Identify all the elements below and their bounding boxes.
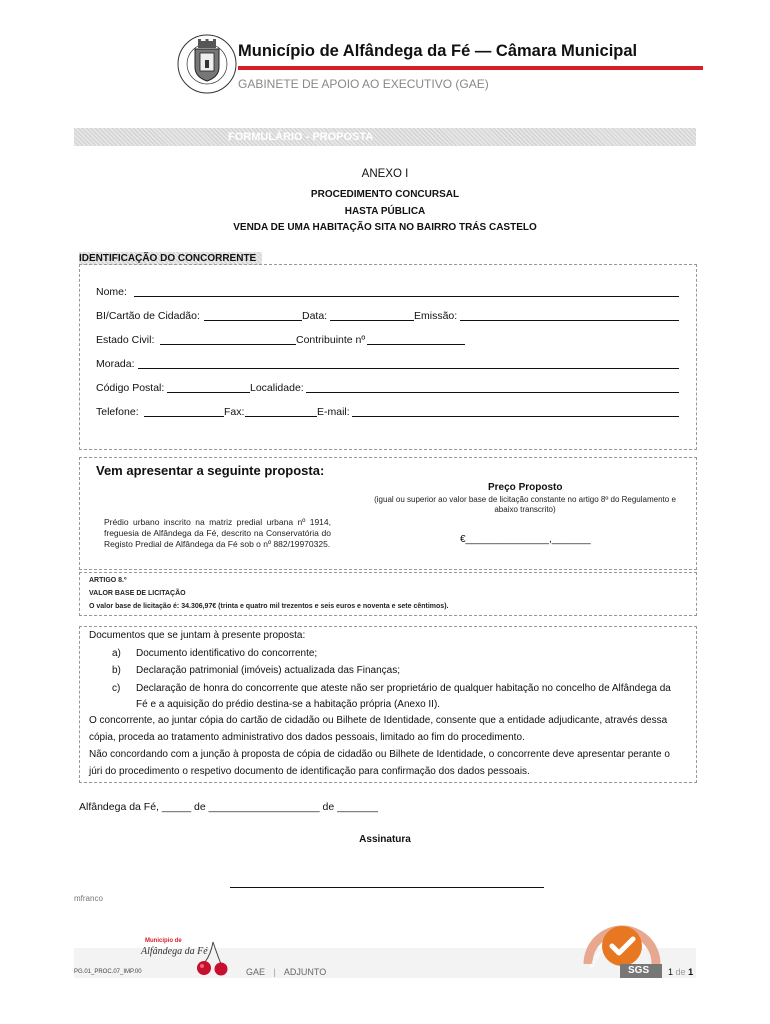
procedure-title: PROCEDIMENTO CONCURSAL (310, 189, 460, 200)
identification-heading: IDENTIFICAÇÃO DO CONCORRENTE (79, 252, 262, 265)
identification-box (79, 264, 697, 450)
price-note: (igual ou superior ao valor base de licitação constante no artigo 8º do Regulamento e abaixo transcrito) (374, 495, 676, 514)
sgs-text: SGS (628, 965, 650, 976)
article-text: O valor base de licitação é: 34.306,97€ (trinta e quatro mil trezentos e seis euros e noventa e sete cêntimos). (89, 603, 449, 610)
data-label: Data: (302, 310, 328, 322)
page-total: 1 (688, 967, 694, 977)
price-field[interactable]: €_______________,_______ (460, 534, 591, 545)
footer-adjunto: ADJUNTO (283, 967, 327, 977)
localidade-field[interactable] (306, 392, 679, 393)
contribuinte-field[interactable] (367, 344, 465, 345)
fax-field[interactable] (245, 416, 317, 417)
author-initials: mfranco (74, 894, 103, 903)
doc-a: Documento identificativo do concorrente; (136, 648, 318, 659)
doc-c-line2: Fé e a aquisição do prédio destina-se a habitação própria (Anexo II). (136, 699, 441, 710)
morada-label: Morada: (96, 358, 135, 370)
signature-label: Assinatura (359, 834, 411, 845)
page-number (668, 967, 693, 977)
place-date-line[interactable]: Alfândega da Fé, _____ de ___________________ de _______ (79, 801, 378, 813)
article-title: ARTIGO 8.º (89, 577, 127, 584)
doc-c-line1: Declaração de honra do concorrente que ateste não ser proprietário de qualquer habitação no concelho de Alfândega da (136, 683, 671, 694)
nonconsent-line2: júri do procedimento o respetivo documento de identificação para confirmação dos dados pessoais. (89, 766, 530, 777)
bi-label: BI/Cartão de Cidadão: (96, 310, 200, 322)
email-label: E-mail: (317, 406, 350, 418)
doc-a-letter: a) (112, 648, 121, 659)
article-subtitle: VALOR BASE DE LICITAÇÃO (89, 590, 186, 597)
document-code: PG.01_PROC.07_IMP.00 (74, 969, 142, 975)
form-title-bar (74, 128, 696, 146)
emissao-field[interactable] (460, 320, 679, 321)
property-description: Prédio urbano inscrito na matriz predial urbana nº 1914, freguesia de Alfândega da Fé, descrito na Conservatória do Registo Predial de Alfândega da Fé sob o nº 882/19970325. (104, 517, 331, 549)
sgs-certification-logo (582, 908, 662, 980)
footer-separator: | (273, 967, 276, 977)
codigo-postal-label: Código Postal: (96, 382, 165, 394)
consent-line2: cópia, proceda ao tratamento administrativo dos dados pessoais, limitado ao fim do procedimento. (89, 732, 525, 743)
office-subtitle: GABINETE DE APOIO AO EXECUTIVO (GAE) (238, 77, 489, 91)
page-current: 1 (668, 967, 674, 977)
proposal-heading: Vem apresentar a seguinte proposta: (96, 463, 325, 478)
cert-text: CERTIFICAÇÃO DO SISTEMA (604, 912, 661, 917)
email-field[interactable] (352, 416, 679, 417)
localidade-label: Localidade: (250, 382, 304, 394)
estado-civil-field[interactable] (160, 344, 296, 345)
telefone-field[interactable] (144, 416, 224, 417)
morada-field[interactable] (138, 368, 679, 369)
estado-civil-label: Estado Civil: (96, 334, 155, 346)
signature-line[interactable] (230, 887, 544, 888)
telefone-label: Telefone: (96, 406, 139, 418)
footer-gae: GAE (246, 967, 266, 977)
municipality-crest-logo (176, 33, 238, 95)
emissao-label: Emissão: (414, 310, 458, 322)
nome-label: Nome: (96, 286, 127, 298)
nonconsent-line1: Não concordando com a junção à proposta de cópia de cidadão ou Bilhete de Identidade, o concorrente deve apresentar perante o (89, 749, 670, 760)
price-label: Preço Proposto (488, 482, 563, 493)
page-de: de (675, 967, 686, 977)
cert-iso: ISO 9001 (588, 948, 605, 970)
footer-logo-top: Município de (145, 938, 182, 944)
doc-c-letter: c) (112, 683, 121, 694)
auction-title: HASTA PÚBLICA (344, 206, 426, 217)
cherry-icon (193, 940, 233, 978)
footer-department (246, 967, 326, 977)
doc-b-letter: b) (112, 665, 121, 676)
footer-logo-name: Alfândega da Fé (141, 946, 208, 957)
doc-b: Declaração patrimonial (imóveis) actualizada das Finanças; (136, 665, 401, 676)
sale-title: VENDA DE UMA HABITAÇÃO SITA NO BAIRRO TRÁS CASTELO (233, 222, 537, 233)
header-red-bar (238, 66, 703, 70)
annex-title: ANEXO I (361, 168, 409, 180)
nome-field[interactable] (134, 296, 679, 297)
bi-field[interactable] (204, 320, 302, 321)
codigo-postal-field[interactable] (167, 392, 250, 393)
consent-line1: O concorrente, ao juntar cópia do cartão de cidadão ou Bilhete de Identidade, consente que a entidade adjudicante, através dessa (89, 715, 668, 726)
form-title: FORMULÁRIO - PROPOSTA (228, 131, 374, 143)
footer-municipality-logo (137, 932, 232, 978)
data-field[interactable] (330, 320, 414, 321)
documents-intro: Documentos que se juntam à presente proposta: (89, 630, 306, 641)
fax-label: Fax: (224, 406, 245, 418)
municipality-title: Município de Alfândega da Fé — Câmara Municipal (238, 42, 638, 60)
contribuinte-label: Contribuinte nº (296, 334, 366, 346)
